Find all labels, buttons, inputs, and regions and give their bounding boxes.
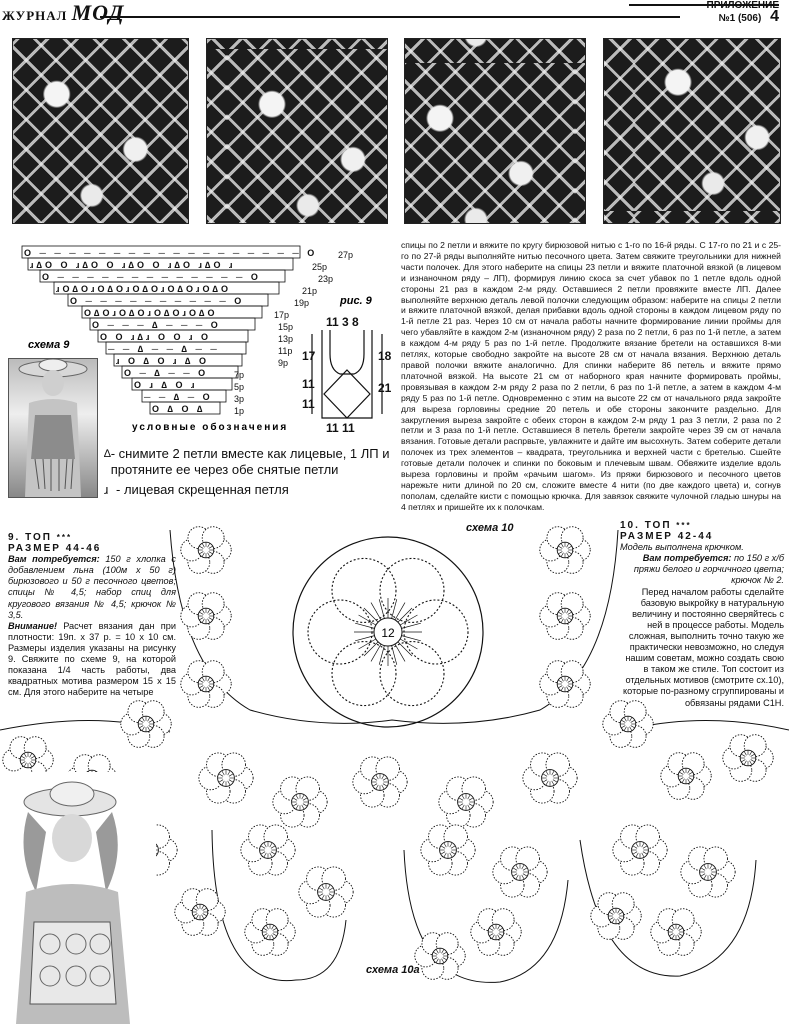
row-label: 25р	[312, 262, 328, 272]
lace-flower-motif	[273, 777, 327, 827]
lace-flower-motif	[421, 825, 475, 875]
lace-flower-motif	[540, 593, 590, 640]
lace-flower-motif	[540, 527, 590, 574]
lace-flower-motif	[493, 847, 547, 897]
garment-schematic	[300, 314, 396, 438]
model-9-needs: 150 г хлопка с добавлением льна (100м х 50 г) бирюзового и 50 г песочного цветов; спицы № 4,5; набор спиц для кругового вязания № 4,5; крючок № 3,5.	[8, 554, 176, 620]
model-10-technique: Модель выполнена крючком.	[620, 542, 744, 553]
lace-flower-motif	[523, 753, 577, 803]
supplement-label: ПРИЛОЖЕНИЕ	[706, 0, 779, 11]
svg-text:Ο ─ ∆ ─ ─ Ο: Ο ─ ∆ ─ ─ Ο	[124, 368, 209, 378]
row-label: 13р	[278, 334, 294, 344]
model-10-size-label: РАЗМЕР	[620, 531, 673, 543]
scheme-10-center-number: 12	[381, 626, 395, 640]
model-10-needs: по 150 г х/б пряжи белого и горчичного цвета; крючок № 2.	[633, 553, 784, 586]
svg-text:Ο ─ ─ ─ ─ ─ ─ ─ ─ ─ ─ Ο: Ο ─ ─ ─ ─ ─ ─ ─ ─ ─ ─ Ο	[70, 296, 245, 306]
header-rule	[100, 16, 680, 18]
lace-flower-motif	[471, 909, 521, 956]
svg-text:Ο ─ ─ ─ ─ ─ ─ ─ ─ ─ ─ ─ ─ ─ Ο: Ο ─ ─ ─ ─ ─ ─ ─ ─ ─ ─ ─ ─ ─ Ο	[42, 272, 261, 282]
lace-flower-motif	[681, 847, 735, 897]
row-label: 21р	[302, 286, 318, 296]
legend-item-1: - снимите 2 петли вместе как лицевые, 1 ЛП и протяните ее через обе снятые петли	[110, 446, 390, 477]
row-label: 11р	[278, 346, 293, 356]
lace-flower-motif	[723, 735, 773, 782]
svg-text:Ο ∆ Ο ∆: Ο ∆ Ο ∆	[152, 404, 206, 414]
dim-bottom: 11 11	[326, 421, 355, 435]
lace-flower-motif	[439, 777, 493, 827]
magazine-logo	[2, 0, 125, 26]
model-9-needs-label: Вам потребуется:	[8, 554, 100, 565]
legend-title: условные обозначения	[132, 422, 289, 433]
magazine-small-title: ЖУРНАЛ	[2, 8, 68, 23]
row-label: 17р	[274, 310, 290, 320]
model-9-stars: ***	[56, 533, 73, 542]
model-9-number: 9.	[8, 532, 21, 543]
svg-text:ɹ∆Ο Ο ɹ∆Ο Ο ɹ∆Ο Ο ɹ∆Ο ɹ∆Ο ɹ: ɹ∆Ο Ο ɹ∆Ο Ο ɹ∆Ο Ο ɹ∆Ο ɹ∆Ο ɹ	[30, 260, 236, 270]
stitch-photo-1	[12, 38, 189, 224]
lace-flower-motif	[245, 909, 295, 956]
dim-left-bottom: 11	[302, 397, 315, 411]
row-label: 27р	[338, 250, 354, 260]
row-label: 9р	[278, 358, 289, 368]
stitch-photo-2	[206, 38, 388, 224]
stitch-photo-3	[404, 38, 586, 224]
lace-flower-motif	[613, 825, 667, 875]
svg-text:Ο ─ ─ ─ ─ ─ ─ ─ ─ ─ ─ ─ ─ ─ ─: Ο ─ ─ ─ ─ ─ ─ ─ ─ ─ ─ ─ ─ ─ ─ ─ ─ ─ ─ Ο	[24, 248, 318, 258]
lace-flower-motif	[540, 661, 590, 708]
issue-number: №1 (506)	[718, 13, 762, 24]
svg-text:Ο ɹ ∆ Ο ɹ: Ο ɹ ∆ Ο ɹ	[134, 380, 198, 390]
svg-text:─ ─ ∆ ─ ─ ∆ ─ ─: ─ ─ ∆ ─ ─ ∆ ─ ─	[108, 344, 220, 354]
dim-left-mid: 11	[302, 377, 315, 391]
figure-9-label: рис. 9	[340, 295, 372, 307]
crossed-stitch-symbol-icon: ɹ	[104, 482, 109, 497]
lace-flower-motif	[591, 893, 641, 940]
model-9-photo	[8, 358, 98, 498]
svg-text:─ ─ ∆ ─ Ο: ─ ─ ∆ ─ Ο	[144, 392, 213, 402]
row-label: 19р	[294, 298, 310, 308]
lace-flower-motif	[199, 753, 253, 803]
lace-flower-motif	[181, 593, 231, 640]
model-10-needs-label: Вам потребуется:	[642, 553, 732, 564]
model-10-photo	[6, 772, 156, 1024]
row-label: 15р	[278, 322, 294, 332]
scheme-10a-label: схема 10a	[366, 964, 420, 976]
model-9-attention: Расчет вязания дан при плотности: 19п. х 37 р. = 10 х 10 см. Размеры изделия указаны на рисунку 9. Свяжите по схеме 9, на которой показана 1/4 часть работы, два квадратных мотива размером 15 х 15 см. Для этого наберите на четыре	[8, 620, 176, 698]
lace-flower-motif	[241, 825, 295, 875]
lace-flower-motif	[651, 909, 701, 956]
row-label: 3р	[234, 394, 245, 404]
model-9-size: 44-46	[65, 543, 102, 555]
lace-flower-motif	[415, 933, 465, 980]
stitch-photo-4	[603, 38, 781, 224]
issue-info	[639, 0, 779, 25]
model-10-size: 42-44	[677, 531, 714, 543]
row-label: 23р	[318, 274, 334, 284]
dim-left-top: 17	[302, 349, 316, 363]
svg-text:ɹΟ∆ΟɹΟ∆ΟɹΟ∆ΟɹΟ∆ΟɹΟ∆Ο: ɹΟ∆ΟɹΟ∆ΟɹΟ∆ΟɹΟ∆ΟɹΟ∆Ο	[56, 284, 232, 294]
lace-flower-motif	[181, 527, 231, 574]
lace-flower-motif	[299, 867, 353, 917]
scheme-9-label: схема 9	[28, 339, 70, 351]
model-10-body: Перед началом работы сделайте базовую выкройку в натуральную величину и постоянно сверяйтесь с ней в процессе работы. Модель сложная, выполнить точно такую же практически невозможно, но следуя нашим советам, можно создать свою в таком же стиле. Топ состоит из отдельных мотивов (смотрите сх.10), которые по-разному сгруппированы и обвязаны рядами С1Н.	[623, 586, 784, 708]
lace-flower-motif	[175, 889, 225, 936]
lace-flower-motif	[181, 661, 231, 708]
model-10-number: 10.	[620, 520, 640, 531]
svg-text:ɹ Ο ∆ Ο ɹ ∆ Ο: ɹ Ο ∆ Ο ɹ ∆ Ο	[116, 356, 210, 366]
scheme-10-label: схема 10	[466, 522, 514, 534]
article-text-right: спицы по 2 петли и вяжите по кругу бирюзовой нитью с 1-го по 16-й ряды. С 17-го по 21 и с 25-го по 27-й ряды выполняйте нитью песочного цвета. Затем свяжите треугольники для нижней части полочек. Для этого наберите на спицы 23 петли и вяжите платочной вязкой (в лицевом и изнаночном ряду – ЛП), формируя линию скоса за счет убавок по 1 петле вдоль одной стороны 21 раз в каждом 2-м ряду. Оставшиеся 2 петли провяжите вместе ЛП. Далее выполняйте верхнюю деталь левой полочки следующим образом: наберите на спицы 2 петли и вяжите платочной вязкой, делая прибавки вдоль одной стороны в каждом лицевом ряду по 1-й петле 21 раз. Через 10 см от начала работы начните формирование линии проймы для чего убавляйте в каждом 2-м (изнаночном ряду) 2 раза по 2 петли, 6 раз по 1-й петле, а затем в каждом 4-м ряду 5 раз по 1-й петле. Продолжите вязание бретели на оставшихся 8-ми петлях, которые свободно закройте на высоте 28 см от начала вязания. Верхнюю деталь правой полочки вяжите аналогично. Для спинки наберите 86 петель и вяжите прямо платочной вязкой. На высоте 21 см от наборного края начните формировать проймы, провязывая в каждом 2-м ряду 2 раза по 2 петли, 6 раз по 1-й петле, а затем в каждом 4-м ряду 5 раз по 1-й петле. Одновременно с этим на высоте 22 см от начального ряда закройте для выреза горловины средние 20 петель и обе стороны закончите раздельно. Для закругления выреза закройте с обеих сторон в каждом 2-м ряду 1 раз 3 петли, 2 раза по 2 петли и 3 раза по 1-й петле. Оставшиеся 8 петель бретели закройте через 39 см от начала вязания. Готовые детали распрвьте, увлажните и дайте им высохнуть. Затем соберите детали полочек из трех элементов – квадрата, треугольника и верхней части с бретелью. Сшейте готовые детали полочек и спинки по боковым и плечевым швам. Обвяжите изделие вдоль выреза горловины и пройм «рачьим шагом». Из пряжи бирюзового и песочного цветов нарежьте нити длиной по 20 см, сложите вместе 4 нити (по две каждого цвета) и, согнув пополам, сделайте кисти с помощью крючка. Для завязок свяжите чулочной гладью шнуры на 4 петлях и пришейте их к полочкам.	[401, 240, 781, 512]
row-label: 5р	[234, 382, 245, 392]
svg-text:Ο ─ ─ ─ ∆ ─ ─ ─ Ο: Ο ─ ─ ─ ∆ ─ ─ ─ Ο	[92, 320, 221, 330]
svg-text:Ο∆ΟɹΟ∆ΟɹΟ∆ΟɹΟ∆Ο: Ο∆ΟɹΟ∆ΟɹΟ∆ΟɹΟ∆Ο	[84, 308, 218, 318]
dim-right-top: 18	[378, 349, 392, 363]
model-10-title: ТОП	[644, 520, 672, 531]
model-9-size-label: РАЗМЕР	[8, 543, 61, 555]
lace-flower-motif	[603, 701, 653, 748]
row-label: 7р	[234, 370, 245, 380]
magazine-big-title: МОД	[71, 0, 125, 25]
model-10-stars: ***	[676, 521, 692, 530]
lace-flower-motif	[353, 757, 407, 807]
decrease-symbol-icon: ∆	[104, 448, 111, 460]
model-9-attention-label: Внимание!	[8, 620, 58, 631]
lace-flower-motif	[121, 701, 171, 748]
dim-top: 11 3 8	[326, 315, 359, 329]
model-9-title: ТОП	[25, 532, 52, 543]
svg-text:Ο Ο ɹ∆ɹ Ο Ο ɹ Ο: Ο Ο ɹ∆ɹ Ο Ο ɹ Ο	[100, 332, 212, 342]
legend	[104, 446, 394, 498]
lace-flower-motif	[661, 753, 711, 800]
dim-right-mid: 21	[378, 381, 392, 395]
page-number: 4	[770, 8, 779, 25]
row-label: 1р	[234, 406, 245, 416]
legend-item-2: - лицевая скрещенная петля	[116, 482, 289, 497]
